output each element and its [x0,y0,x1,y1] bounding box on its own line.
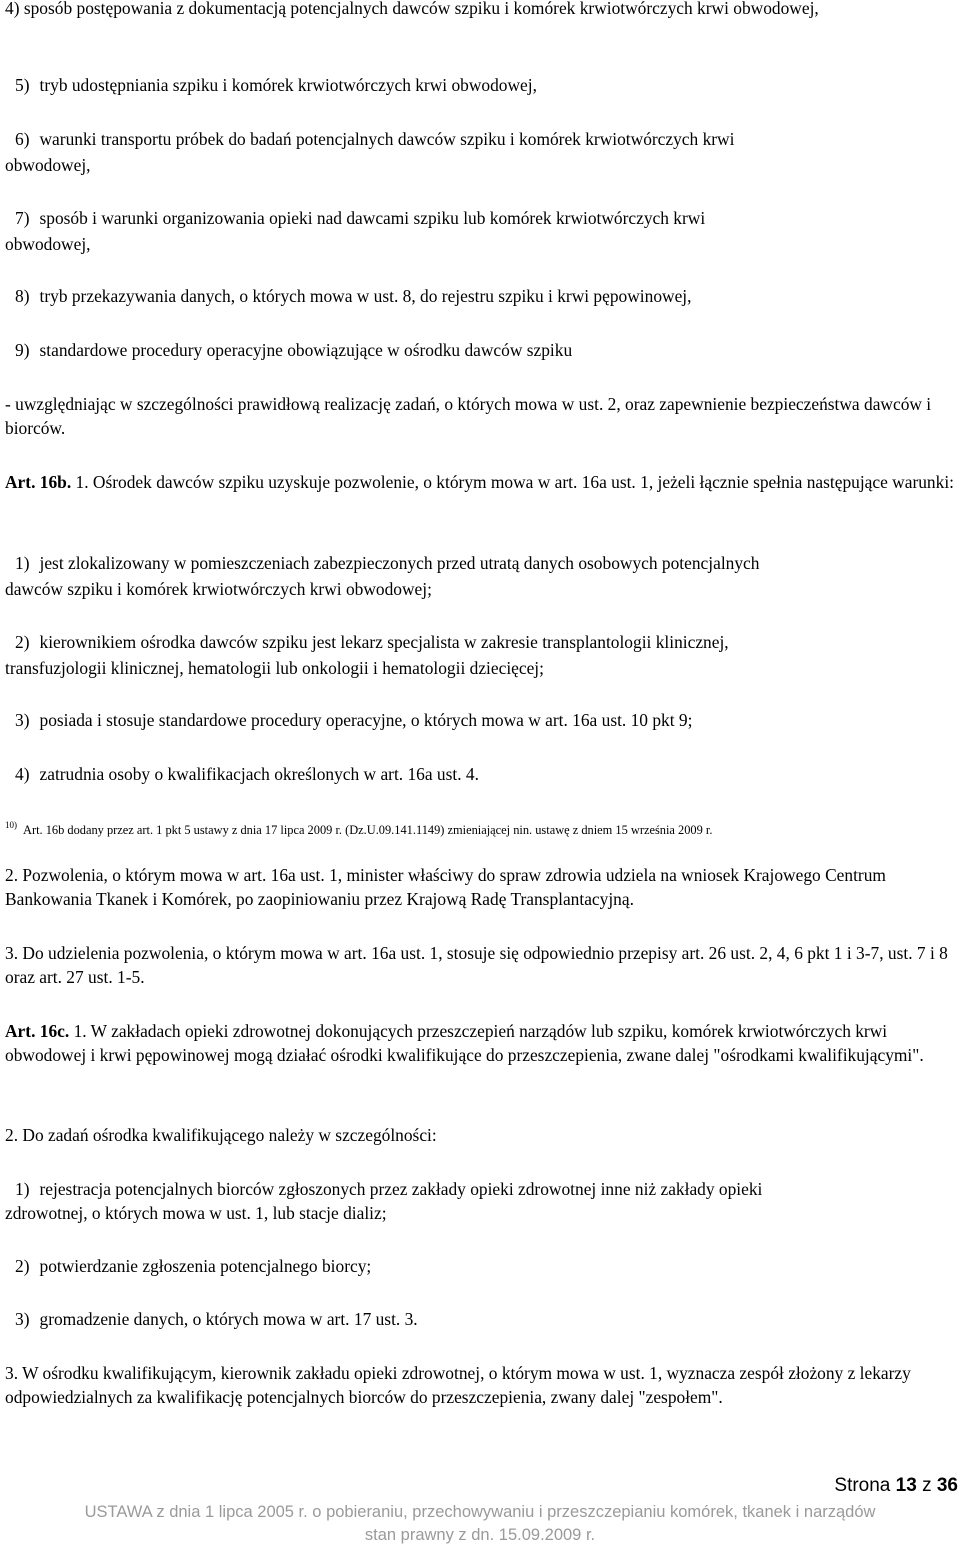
article-text: 1. W zakładach opieki zdrowotnej dokonujących przeszczepień narządów lub szpiku, komórek krwiotwórczych krwi obwodowej i krwi pępowinowej mogą działać ośrodki kwalifikujące do przeszczepienia, zwane dalej "ośrodkami kwalifikującymi". [5,1021,924,1065]
item-text: kierownikiem ośrodka dawców szpiku jest lekarz specjalista w zakresie transplantologii klinicznej, [39,632,729,652]
art-16c-ust-3: 3. W ośrodku kwalifikującym, kierownik zakładu opieki zdrowotnej, o którym mowa w ust. 1, wyznacza zespół złożony z lekarzy odpowiedzialnych za kwalifikację potencjalnych biorców do przeszczepienia, zwany dalej "zespołem". [5,1363,911,1407]
item-text: rejestracja potencjalnych biorców zgłoszonych przez zakłady opieki zdrowotnej inne niż zakłady opieki [39,1179,763,1199]
item-number: 5) [15,75,30,95]
footer-legal-status: stan prawny z dn. 15.09.2009 r. [364,1526,596,1544]
art-16c-point-3 [5,1307,956,1331]
item-number: 7) [15,208,30,228]
closing-paragraph: - uwzględniając w szczególności prawidłową realizację zadań, o których mowa w ust. 2, oraz zapewnienie bezpieczeństwa dawców i biorców. [5,394,932,438]
art-16c-ust-2: 2. Do zadań ośrodka kwalifikującego należy w szczególności: [5,1125,437,1145]
item-5 [5,73,956,97]
item-text: jest zlokalizowany w pomieszczeniach zabezpieczonych przed utratą danych osobowych potencjalnych [39,553,760,573]
item-text: sposób i warunki organizowania opieki nad dawcami szpiku lub komórek krwiotwórczych krwi [39,208,706,228]
art-16b-point-1-continuation: dawców szpiku i komórek krwiotwórczych krwi obwodowej; [5,579,432,599]
item-text: gromadzenie danych, o których mowa w art. 17 ust. 3. [39,1309,418,1329]
item-text: warunki transportu próbek do badań potencjalnych dawców szpiku i komórek krwiotwórczych krwi [39,129,735,149]
art-16b-point-3 [5,708,956,732]
item-number: 3) [15,1309,30,1329]
footnote [5,817,956,838]
item-9 [5,338,956,362]
item-text: tryb udostępniania szpiku i komórek krwiotwórczych krwi obwodowej, [39,75,537,95]
art-16c-point-1 [5,1177,956,1201]
item-number: 3) [15,710,30,730]
item-text: zatrudnia osoby o kwalifikacjach określonych w art. 16a ust. 4. [39,764,479,784]
item-text: posiada i stosuje standardowe procedury operacyjne, o których mowa w art. 16a ust. 10 pkt 9; [39,710,693,730]
art-16c-point-1-continuation: zdrowotnej, o których mowa w ust. 1, lub stacje dializ; [5,1203,387,1223]
item-text: tryb przekazywania danych, o których mowa w ust. 8, do rejestru szpiku i krwi pępowinowej, [39,286,692,306]
article-label: Art. 16b. [5,472,72,492]
item-number: 2) [15,1256,30,1276]
item-6-continuation: obwodowej, [5,155,91,175]
item-number: 2) [15,632,30,652]
article-label: Art. 16c. [5,1021,70,1041]
art-16b-ust-3: 3. Do udzielenia pozwolenia, o którym mowa w art. 16a ust. 1, stosuje się odpowiednio przepisy art. 26 ust. 2, 4, 6 pkt 1 i 3-7, ust. 7 i 8 oraz art. 27 ust. 1-5. [5,943,948,987]
art-16b-point-2 [5,630,956,654]
item-4: 4) sposób postępowania z dokumentacją potencjalnych dawców szpiku i komórek krwiotwórczych krwi obwodowej, [5,0,819,18]
article-text: 1. Ośrodek dawców szpiku uzyskuje pozwolenie, o którym mowa w art. 16a ust. 1, jeżeli łącznie spełnia następujące warunki: [71,472,954,492]
item-8 [5,284,956,308]
art-16c-paragraph [5,1019,956,1067]
current-page: 13 [895,1475,917,1496]
art-16c-point-2 [5,1254,956,1278]
footnote-marker: 10) [5,820,17,830]
total-pages: 36 [936,1475,958,1496]
page-mid: z [916,1475,937,1496]
art-16b-paragraph [5,470,956,494]
page-number [834,1474,958,1498]
item-text: potwierdzanie zgłoszenia potencjalnego biorcy; [39,1256,372,1276]
item-7-continuation: obwodowej, [5,234,91,254]
art-16b-ust-2: 2. Pozwolenia, o którym mowa w art. 16a ust. 1, minister właściwy do spraw zdrowia udziela na wniosek Krajowego Centrum Bankowania Tkanek i Komórek, po zaopiniowaniu przez Krajową Radę Transplantacyjną. [5,865,886,909]
art-16b-point-2-continuation: transfuzjologii klinicznej, hematologii lub onkologii i hematologii dziecięcej; [5,658,544,678]
footer-title: USTAWA z dnia 1 lipca 2005 r. o pobieraniu, przechowywaniu i przeszczepianiu komórek, tkanek i narządów [84,1503,876,1521]
page-prefix: Strona [834,1475,896,1496]
item-7 [5,206,956,230]
item-number: 9) [15,340,30,360]
item-number: 8) [15,286,30,306]
item-text: standardowe procedury operacyjne obowiązujące w ośrodku dawców szpiku [39,340,573,360]
item-number: 6) [15,129,30,149]
item-6 [5,127,956,151]
art-16b-point-1 [5,551,956,575]
footnote-text: Art. 16b dodany przez art. 1 pkt 5 ustawy z dnia 17 lipca 2009 r. (Dz.U.09.141.1149) zmieniającej nin. ustawę z dniem 15 września 2009 r. [23,823,713,837]
item-number: 4) [15,764,30,784]
art-16b-point-4 [5,762,956,786]
item-number: 1) [15,553,30,573]
item-number: 1) [15,1179,30,1199]
